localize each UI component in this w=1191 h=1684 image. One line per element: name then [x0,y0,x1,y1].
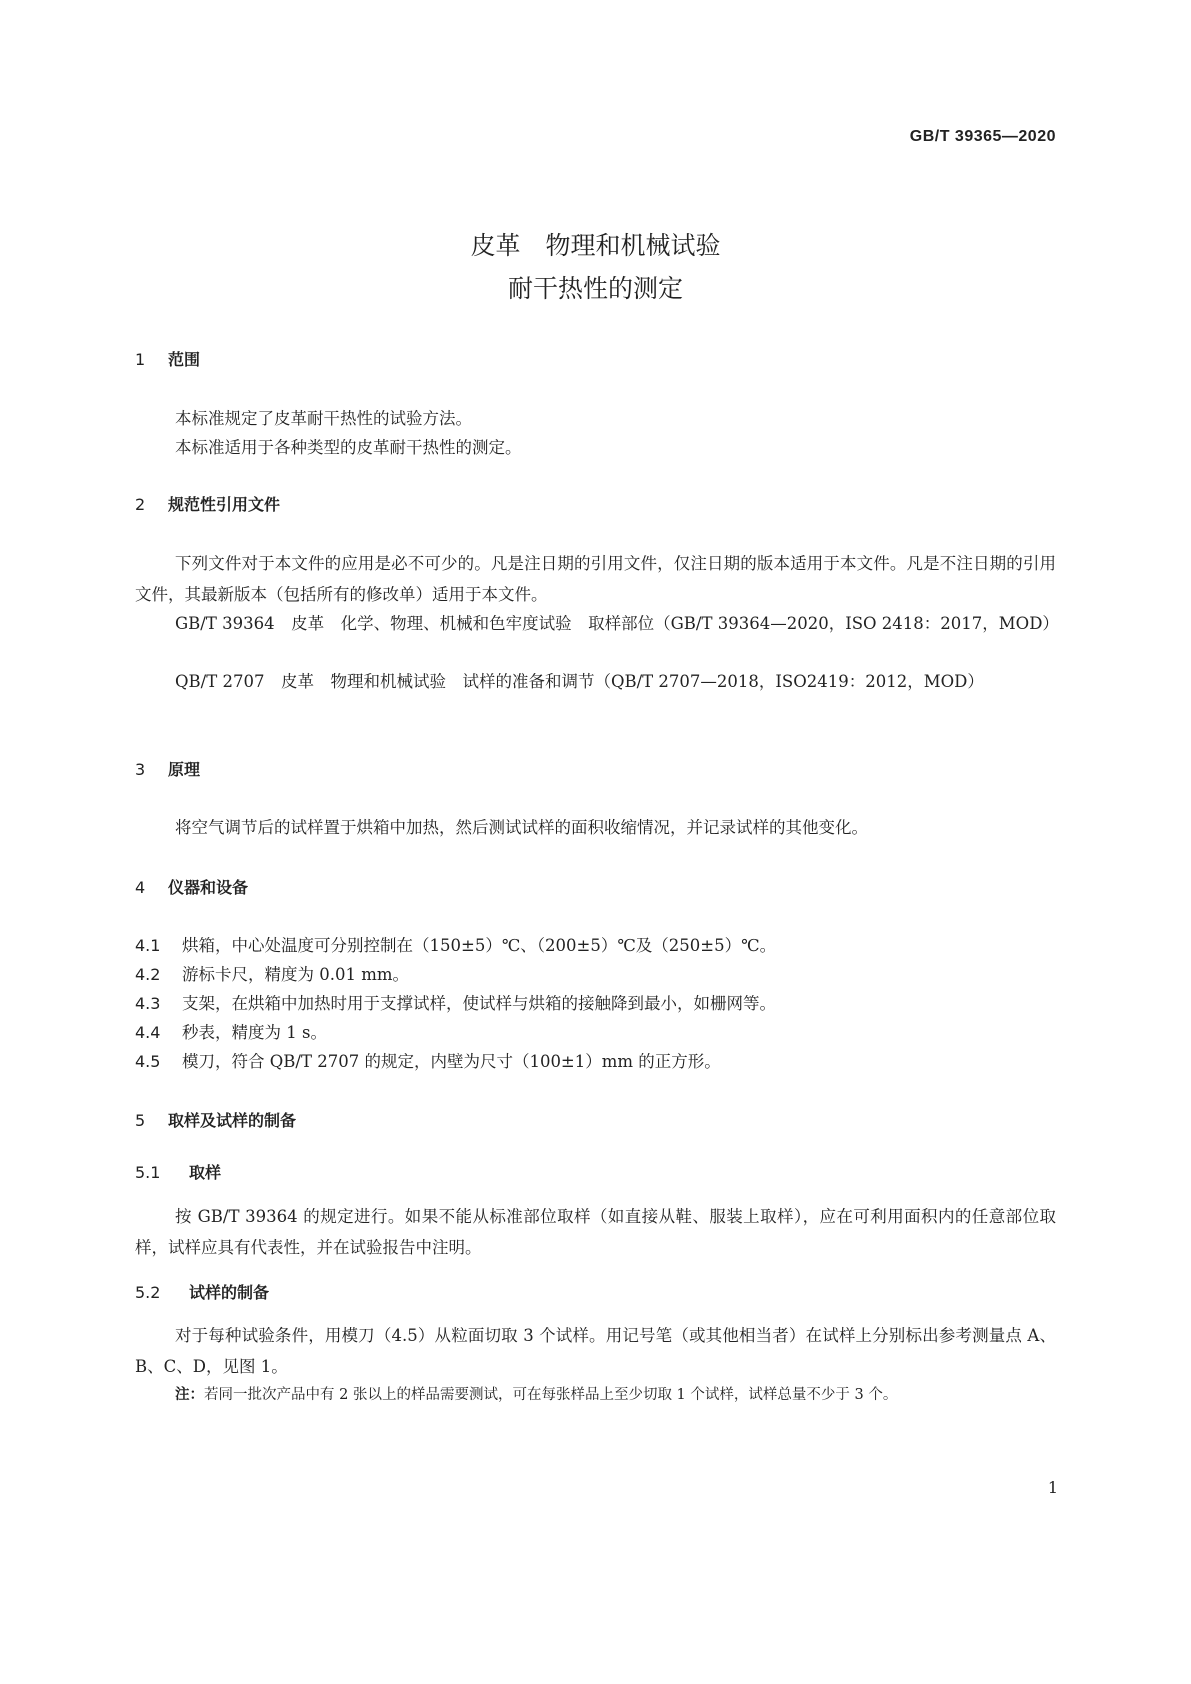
section-title: 规范性引用文件 [168,495,281,514]
section-title: 取样及试样的制备 [168,1111,297,1130]
section-4-heading [135,875,248,898]
section-title: 试样的制备 [189,1283,270,1302]
section-1-paragraph-1: 本标准规定了皮革耐干热性的试验方法。 [175,409,472,428]
section-number: 2 [135,495,146,514]
item-number: 4.1 [135,936,161,955]
reference-gbt-39364: GB/T 39364 皮革 化学、物理、机械和色牢度试验 取样部位（GB/T 39364—2020，ISO 2418：2017，MOD） [175,614,1059,633]
section-number: 5.1 [135,1163,161,1182]
section-5-1-paragraph: 按 GB/T 39364 的规定进行。如果不能从标准部位取样（如直接从鞋、服装上取样），应在可利用面积内的任意部位取样，试样应具有代表性，并在试验报告中注明。 [135,1207,1056,1257]
item-text: 模刀，符合 QB/T 2707 的规定，内壁为尺寸（100±1）mm 的正方形。 [182,1052,721,1071]
section-title: 仪器和设备 [168,878,249,897]
note-text: 若同一批次产品中有 2 张以上的样品需要测试，可在每张样品上至少切取 1 个试样，试样总量不少于 3 个。 [204,1387,898,1403]
section-number: 5 [135,1111,146,1130]
section-title: 范围 [168,350,201,369]
section-title: 原理 [168,760,201,779]
title-line-1: 皮革 物理和机械试验 [470,231,721,260]
section-2-paragraph-1: 下列文件对于本文件的应用是必不可少的。凡是注日期的引用文件，仅注日期的版本适用于本文件。凡是不注日期的引用文件，其最新版本（包括所有的修改单）适用于本文件。 [135,554,1056,604]
list-item [135,961,409,985]
section-number: 4 [135,878,146,897]
list-item [135,1019,327,1043]
item-number: 4.2 [135,965,161,984]
list-item [135,1048,721,1072]
section-2-heading [135,492,280,515]
list-item [135,990,776,1014]
section-5-2-paragraph: 对于每种试验条件，用模刀（4.5）从粒面切取 3 个试样。用记号笔（或其他相当者）在试样上分别标出参考测量点 A、B、C、D，见图 1。 [135,1326,1056,1376]
section-1-heading [135,347,200,370]
section-number: 5.2 [135,1283,161,1302]
note [175,1383,897,1404]
section-title: 取样 [189,1163,222,1182]
section-1-paragraph-2: 本标准适用于各种类型的皮革耐干热性的测定。 [175,438,522,457]
section-5-1-heading [135,1160,221,1183]
title-line-2: 耐干热性的测定 [507,274,683,303]
note-label: 注： [175,1387,204,1403]
page-number: 1 [1047,1478,1058,1497]
item-text: 支架，在烘箱中加热时用于支撑试样，使试样与烘箱的接触降到最小，如栅网等。 [182,994,776,1013]
section-5-2-heading [135,1280,269,1303]
reference-qbt-2707: QB/T 2707 皮革 物理和机械试验 试样的准备和调节（QB/T 2707—2018，ISO2419：2012，MOD） [175,672,984,691]
item-number: 4.4 [135,1023,161,1042]
section-5-heading [135,1108,296,1131]
section-3-heading [135,757,200,780]
list-item [135,932,776,956]
standard-code: GB/T 39365—2020 [909,128,1056,145]
item-text: 游标卡尺，精度为 0.01 mm。 [182,965,410,984]
section-3-paragraph-1: 将空气调节后的试样置于烘箱中加热，然后测试试样的面积收缩情况，并记录试样的其他变化。 [175,818,868,837]
item-text: 烘箱，中心处温度可分别控制在（150±5）℃、（200±5）℃及（250±5）℃。 [182,936,777,955]
section-number: 1 [135,350,146,369]
item-number: 4.5 [135,1052,161,1071]
item-text: 秒表，精度为 1 s。 [182,1023,327,1042]
item-number: 4.3 [135,994,161,1013]
section-number: 3 [135,760,146,779]
